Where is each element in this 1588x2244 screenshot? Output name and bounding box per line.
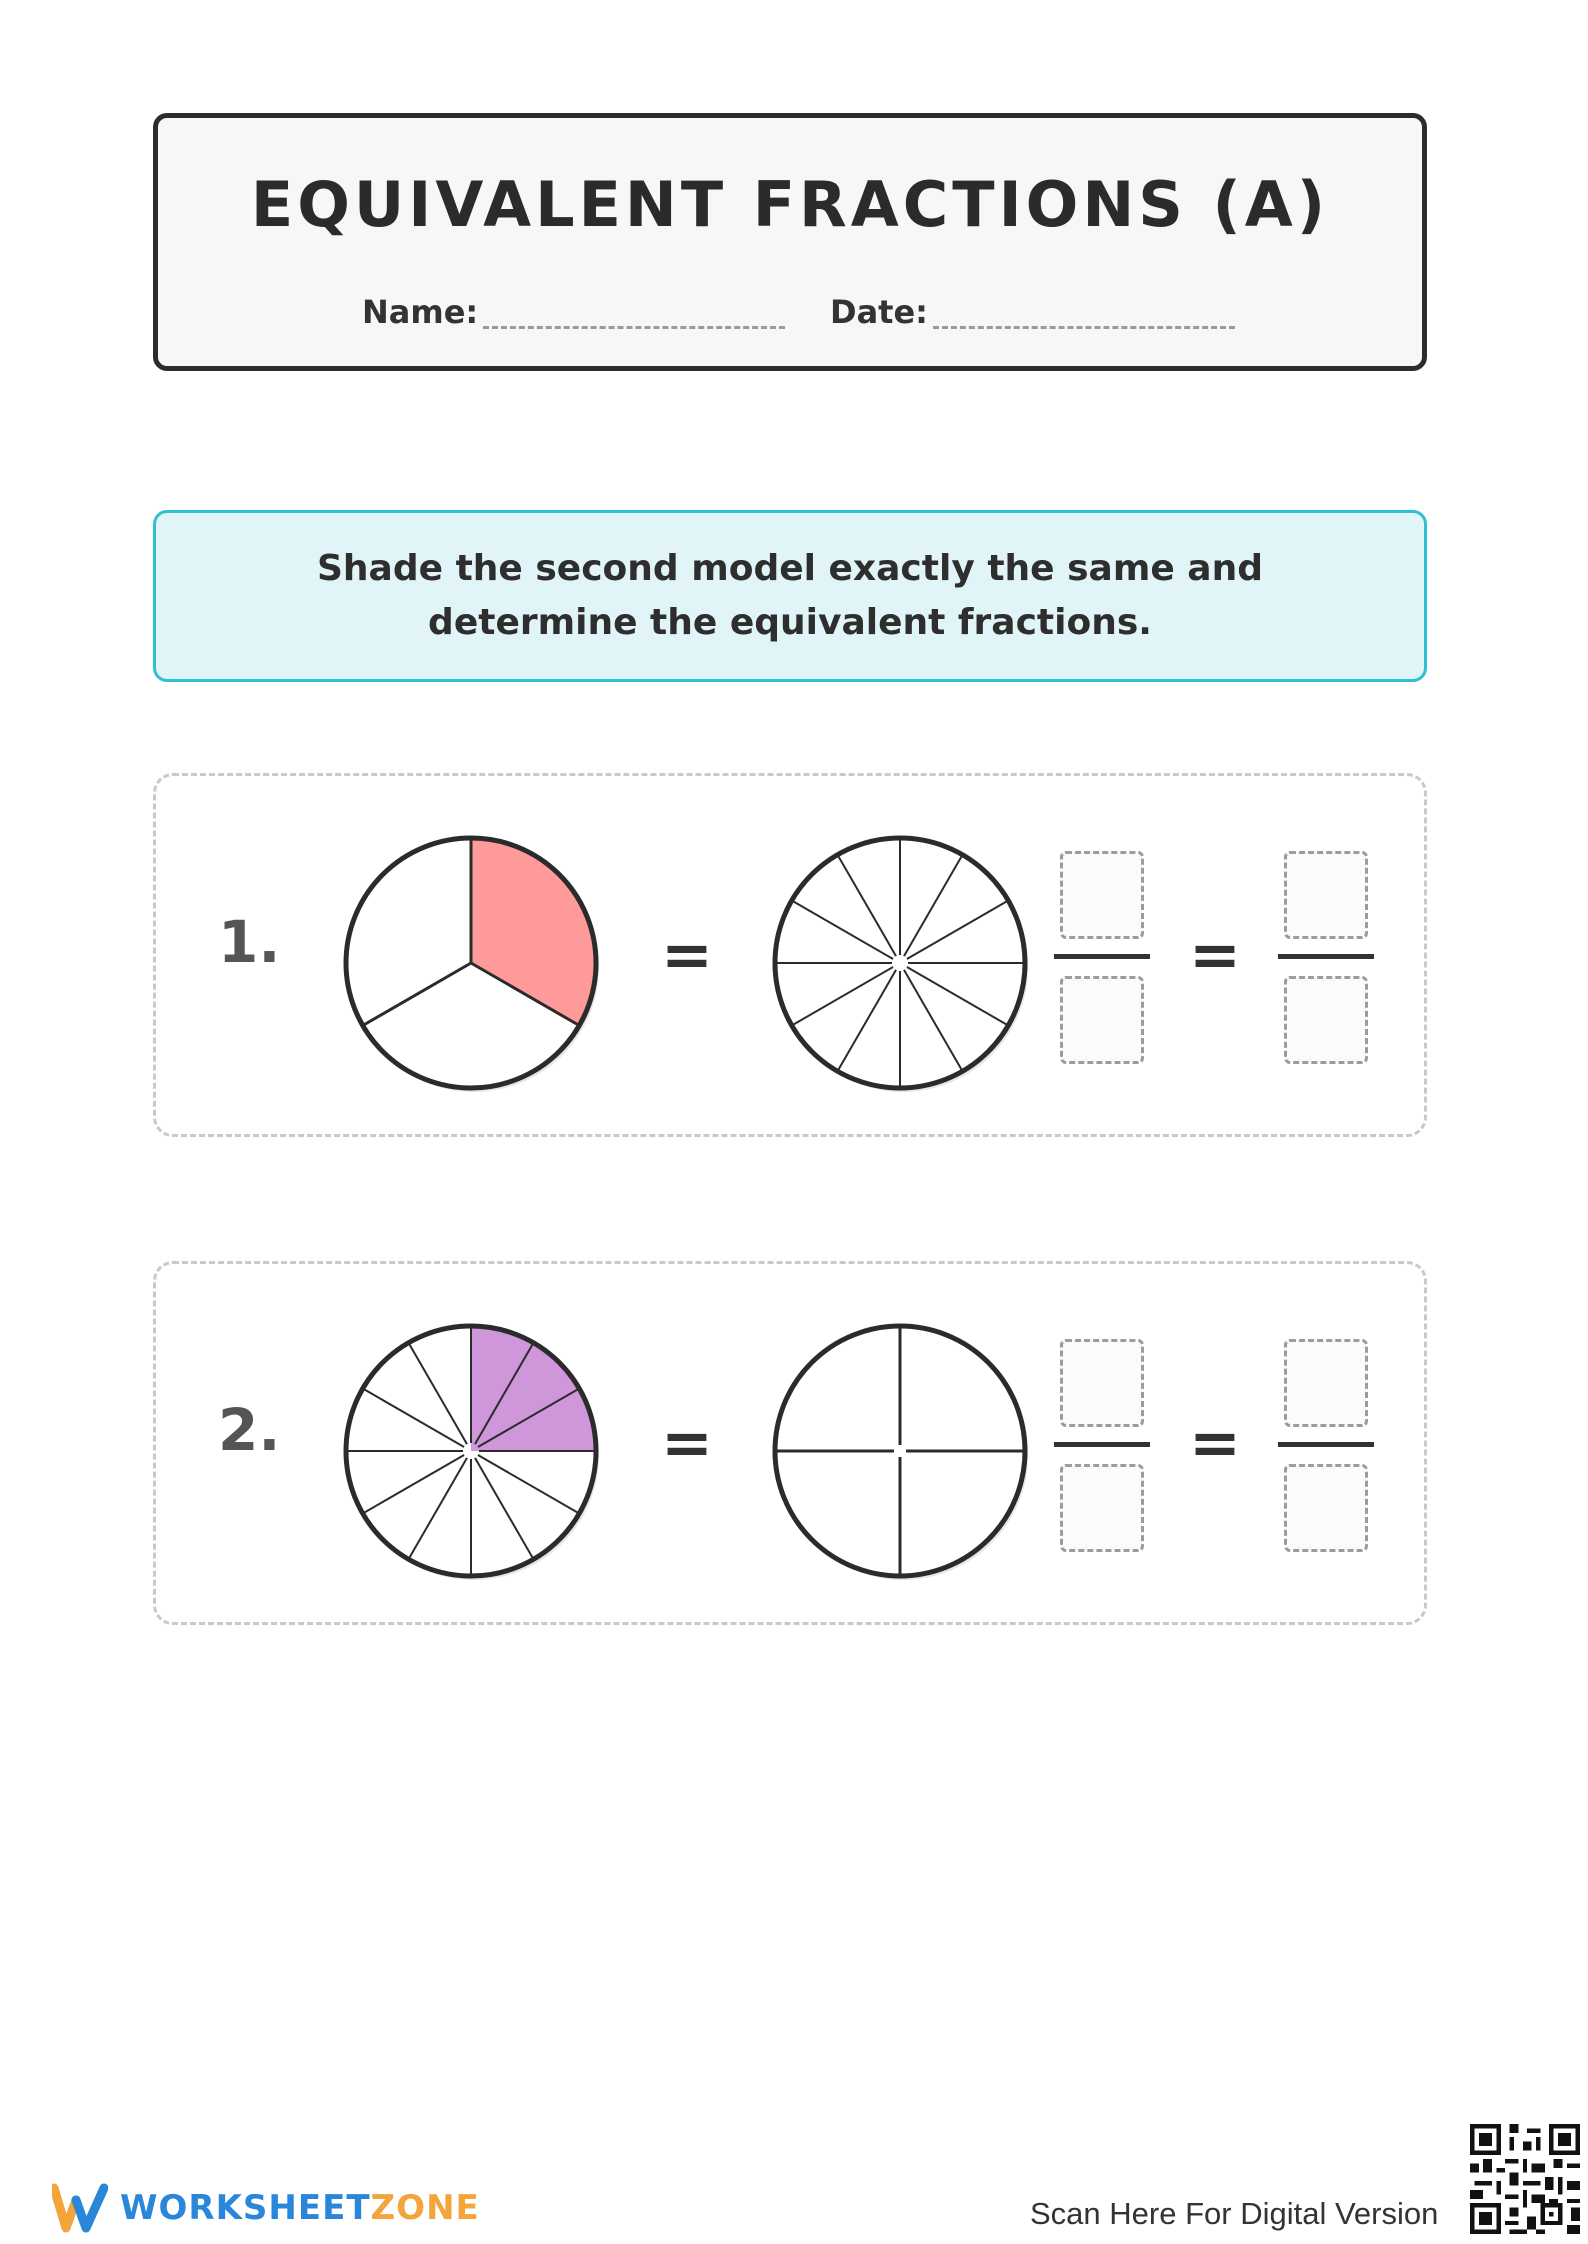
denominator-box-1[interactable] — [1060, 976, 1144, 1064]
problem-2 — [153, 1261, 1427, 1625]
name-field[interactable] — [483, 326, 785, 329]
numerator-box-2[interactable] — [1284, 1339, 1368, 1427]
instructions-box — [153, 510, 1427, 682]
problem-1 — [153, 773, 1427, 1137]
fraction-model-blank[interactable] — [770, 1321, 1030, 1581]
name-label: Name: — [362, 293, 479, 331]
fraction-model-shaded — [341, 1321, 601, 1581]
qr-code-icon[interactable] — [1470, 2124, 1580, 2234]
numerator-box-2[interactable] — [1284, 851, 1368, 939]
date-label: Date: — [830, 293, 928, 331]
date-field[interactable] — [933, 326, 1235, 329]
problem-number: 2. — [218, 1396, 281, 1464]
numerator-box-1[interactable] — [1060, 1339, 1144, 1427]
fraction-model-shaded — [341, 833, 601, 1093]
equals-sign: = — [1189, 1406, 1241, 1479]
instructions-text: Shade the second model exactly the same and determine the equivalent fractions. — [317, 548, 1263, 643]
fraction-bar — [1054, 1442, 1150, 1447]
denominator-box-2[interactable] — [1284, 976, 1368, 1064]
problem-number: 1. — [218, 908, 281, 976]
fraction-bar — [1278, 1442, 1374, 1447]
equals-sign: = — [661, 1406, 713, 1479]
scan-text: Scan Here For Digital Version — [1030, 2196, 1439, 2231]
brand-w-icon — [52, 2182, 108, 2234]
equals-sign: = — [661, 918, 713, 991]
denominator-box-1[interactable] — [1060, 1464, 1144, 1552]
equals-sign: = — [1189, 918, 1241, 991]
numerator-box-1[interactable] — [1060, 851, 1144, 939]
page-title: EQUIVALENT FRACTIONS (A) — [250, 168, 1330, 241]
header-box — [153, 113, 1427, 371]
fraction-model-blank[interactable] — [770, 833, 1030, 1093]
denominator-box-2[interactable] — [1284, 1464, 1368, 1552]
fraction-bar — [1054, 954, 1150, 959]
fraction-bar — [1278, 954, 1374, 959]
brand-name: WORKSHEETZONE — [120, 2188, 480, 2228]
brand-logo[interactable] — [52, 2178, 480, 2238]
